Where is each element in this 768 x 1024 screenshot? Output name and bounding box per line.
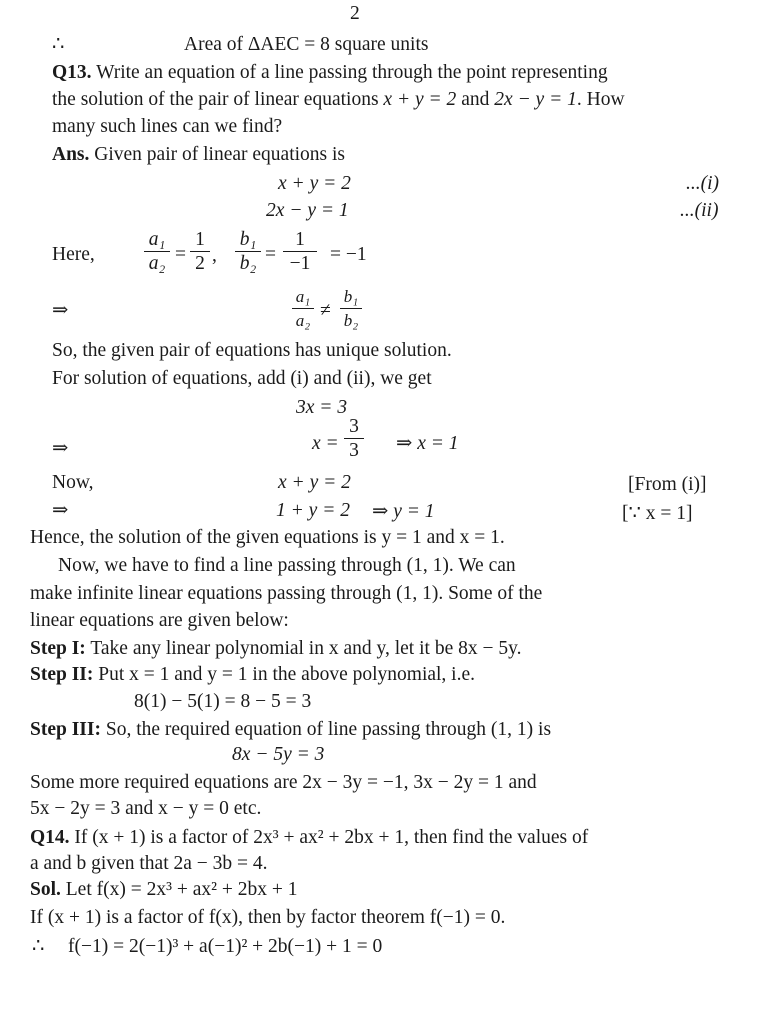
equals-neg-one: = −1 <box>330 244 367 265</box>
frac-two: 2 <box>195 253 205 274</box>
now-label: Now, <box>52 472 94 493</box>
x-equals: x = <box>312 433 339 454</box>
step-3-line <box>30 718 551 742</box>
ratio-1-neg1 <box>283 230 317 274</box>
equation-2: 2x − y = 1 <box>266 200 349 221</box>
sol-line-1 <box>30 878 297 902</box>
now-equation: x + y = 2 <box>278 472 351 493</box>
ratio-b-small <box>340 287 362 331</box>
x-is-one: ⇒ x = 1 <box>396 433 459 454</box>
equals-sign-2: = <box>265 244 276 265</box>
sol-text-1: Let f(x) = 2x³ + ax² + 2bx + 1 <box>65 879 298 900</box>
q13-eq-b: 2x − y = 1 <box>494 89 577 110</box>
ratio-a1-a2 <box>144 230 170 274</box>
more-equations-line-2: 5x − 2y = 3 and x − y = 0 etc. <box>30 798 262 819</box>
more-equations-line-1: Some more required equations are 2x − 3y = −1, 3x − 2y = 1 and <box>30 772 537 793</box>
q13-text-2b: . How <box>576 89 625 110</box>
here-label: Here, <box>52 244 95 265</box>
ratio-1-2 <box>190 230 210 274</box>
equals-sign-1: = <box>175 244 186 265</box>
frac-a1: a₁ <box>148 229 166 250</box>
q13-text-1: Write an equation of a line passing through the point representing <box>96 62 608 83</box>
sol-line-3: f(−1) = 2(−1)³ + a(−1)² + 2b(−1) + 1 = 0 <box>68 936 383 957</box>
step-1-line <box>30 637 521 661</box>
frac-b2-small: b₂ <box>343 311 359 330</box>
frac-b1: b₁ <box>239 229 257 250</box>
sol-label: Sol. <box>30 879 61 900</box>
step-1-text: Take any linear polynomial in x and y, let it be 8x − 5y. <box>90 638 522 659</box>
step-3-text: So, the required equation of line passing through (1, 1) is <box>105 719 552 740</box>
step-3-equation: 8x − 5y = 3 <box>232 744 325 765</box>
sum-equation: 3x = 3 <box>296 397 348 418</box>
from-i-note: [From (i)] <box>628 474 707 495</box>
step-1-label: Step I: <box>30 638 86 659</box>
equation-1: x + y = 2 <box>278 173 351 194</box>
y-is-one: ⇒ y = 1 <box>372 501 435 522</box>
frac-neg-one: −1 <box>289 253 311 274</box>
frac-a2-small: a₂ <box>295 311 311 330</box>
sol-line-2: If (x + 1) is a factor of f(x), then by factor theorem f(−1) = 0. <box>30 907 506 928</box>
therefore-symbol-2: ∴ <box>32 936 45 957</box>
paragraph-line-1: Now, we have to find a line passing through (1, 1). We can <box>58 555 516 576</box>
ratio-3-3 <box>344 417 364 461</box>
equation-1-tag: ...(i) <box>686 173 720 194</box>
hence-line: Hence, the solution of the given equations is y = 1 and x = 1. <box>30 527 505 548</box>
step-2-calculation: 8(1) − 5(1) = 8 − 5 = 3 <box>134 691 312 712</box>
ratio-a-small <box>292 287 314 331</box>
q13-text-2a: the solution of the pair of linear equations <box>52 89 384 110</box>
ans-intro: Given pair of linear equations is <box>94 144 346 165</box>
q13-line-3: many such lines can we find? <box>52 116 283 137</box>
step-3-label: Step III: <box>30 719 101 740</box>
q14-line-2: a and b given that 2a − 3b = 4. <box>30 853 268 874</box>
cut-digit: 2 <box>350 3 360 24</box>
equation-2-tag: ...(ii) <box>680 200 719 221</box>
paragraph-line-2: make infinite linear equations passing through (1, 1). Some of the <box>30 583 543 604</box>
frac-b2: b₂ <box>239 253 257 274</box>
q14-line-1 <box>30 826 588 850</box>
ans-label: Ans. <box>52 144 90 165</box>
implies-arrow-2: ⇒ <box>52 438 69 459</box>
therefore-symbol: ∴ <box>52 34 65 55</box>
paragraph-line-3: linear equations are given below: <box>30 610 289 631</box>
unique-solution-line: So, the given pair of equations has unique solution. <box>52 340 452 361</box>
q13-label: Q13. <box>52 62 92 83</box>
not-equal-sign: ≠ <box>320 300 331 321</box>
implies-arrow-3: ⇒ <box>52 500 69 521</box>
substituted-equation: 1 + y = 2 <box>276 500 350 521</box>
frac-three-num: 3 <box>349 416 359 437</box>
because-note: [∵ x = 1] <box>622 503 693 524</box>
q14-text-1: If (x + 1) is a factor of 2x³ + ax² + 2bx + 1, then find the values of <box>74 827 589 848</box>
frac-one-b: 1 <box>295 229 305 250</box>
frac-one: 1 <box>195 229 205 250</box>
ans-intro-line <box>52 143 345 167</box>
q13-line-1 <box>52 61 608 85</box>
comma: , <box>212 245 217 266</box>
add-equations-line: For solution of equations, add (i) and (ii), we get <box>52 368 432 389</box>
step-2-text: Put x = 1 and y = 1 in the above polynomial, i.e. <box>98 664 476 685</box>
ratio-b1-b2 <box>235 230 261 274</box>
q13-eq-a: x + y = 2 <box>383 89 457 110</box>
frac-a1-small: a₁ <box>295 287 311 306</box>
frac-b1-small: b₁ <box>343 287 359 306</box>
implies-arrow-1: ⇒ <box>52 300 69 321</box>
step-2-line <box>30 663 475 687</box>
q13-and: and <box>456 89 495 110</box>
q14-label: Q14. <box>30 827 70 848</box>
frac-a2: a₂ <box>148 253 166 274</box>
step-2-label: Step II: <box>30 664 94 685</box>
q13-line-2 <box>52 88 625 112</box>
frac-three-den: 3 <box>349 440 359 461</box>
area-statement: Area of ΔAEC = 8 square units <box>184 34 429 55</box>
